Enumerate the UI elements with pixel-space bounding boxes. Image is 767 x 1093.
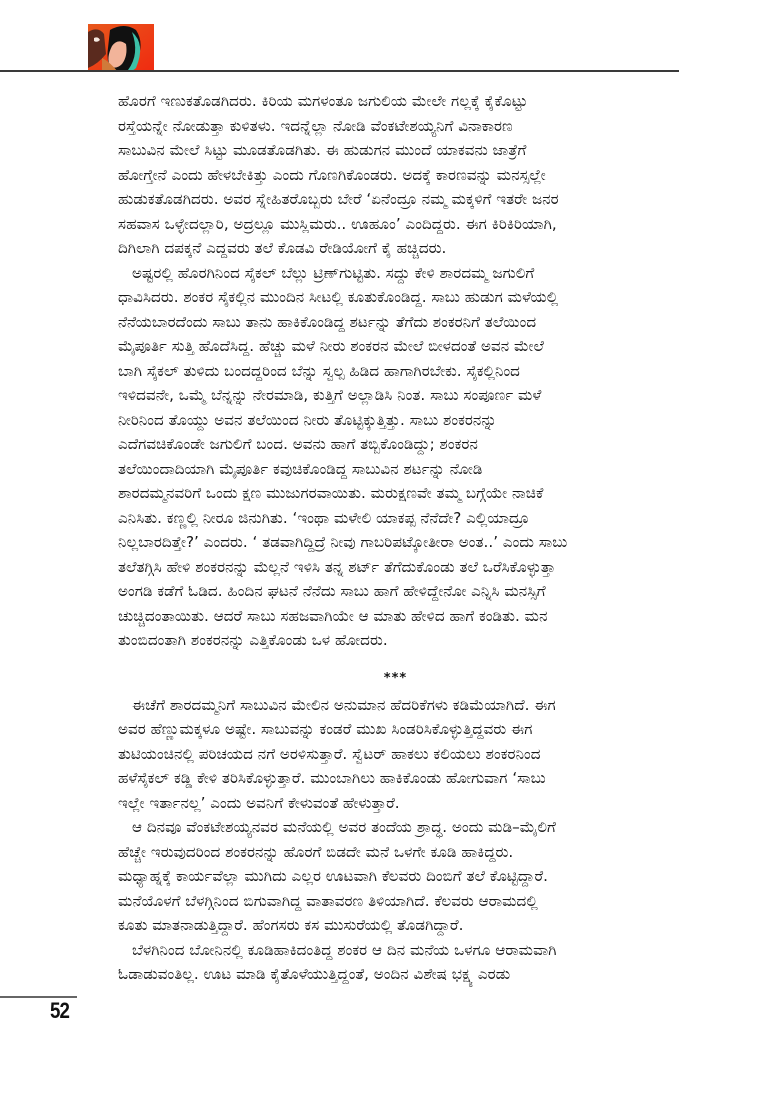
text-line: ಇಲ್ಲೇ ಇರ್ತಾನಲ್ಲ’ ಎಂದು ಅವನಿಗೆ ಕೇಳುವಂತೆ ಹೇಳುತ್ತಾರೆ. — [118, 793, 400, 812]
text-line: ದಿಗಿಲಾಗಿ ದಪಕ್ಕನೆ ಎದ್ದವರು ತಲೆ ಕೊಡವಿ ರೇಡಿಯೋಗೆ ಕೈ ಹಚ್ಚಿದರು. — [118, 239, 447, 257]
text-line: ಬೆಳಗಿನಿಂದ ಬೋನಿನಲ್ಲಿ ಕೂಡಿಹಾಕಿದಂತಿದ್ದ ಶಂಕರ ಆ ದಿನ ಮನೆಯ ಒಳಗೂ ಆರಾಮವಾಗಿ — [132, 940, 557, 959]
text-line: ನೆನೆಯಬಾರದೆಂದು ಸಾಬು ತಾನು ಹಾಕಿಕೊಂಡಿದ್ದ ಶರ್ಟನ್ನು ತೆಗೆದು ಶಂಕರನಿಗೆ ತಲೆಯಿಂದ — [118, 312, 537, 331]
text-line: ಧಾವಿಸಿದರು. ಶಂಕರ ಸೈಕಲ್ಲಿನ ಮುಂದಿನ ಸೀಟಲ್ಲಿ ಕೂತುಕೊಂಡಿದ್ದ. ಸಾಬು ಹುಡುಗ ಮಳೆಯಲ್ಲಿ — [118, 288, 559, 306]
text-line: ಅಂಗಡಿ ಕಡೆಗೆ ಓಡಿದ. ಹಿಂದಿನ ಘಟನೆ ನೆನೆದು ಸಾಬು ಹಾಗೆ ಹೇಳಿದ್ದೇನೋ ಎನ್ನಿಸಿ ಮನಸ್ಸಿಗೆ — [118, 582, 546, 600]
text-line: ಎನಿಸಿತು. ಕಣ್ಣಲ್ಲಿ ನೀರೂ ಜಿನುಗಿತು. ‘ಇಂಥಾ ಮಳೇಲಿ ಯಾಕಪ್ಪ ನೆನೆದೇ? ಎಲ್ಲಿಯಾದ್ರೂ — [118, 508, 530, 527]
text-line: ಇಳಿದವನೇ, ಒಮ್ಮೆ ಬೆನ್ನನ್ನು ನೇರಮಾಡಿ, ಕುತ್ತಿಗೆ ಅಲ್ಲಾಡಿಸಿ ನಿಂತ. ಸಾಬು ಸಂಪೂರ್ಣ ಮಳೆ — [118, 386, 542, 404]
paragraph — [118, 693, 673, 816]
text-line: ಮಧ್ಯಾಹ್ನಕ್ಕೆ ಕಾರ್ಯವೆಲ್ಲಾ ಮುಗಿದು ಎಲ್ಲರ ಊಟವಾಗಿ ಕೆಲವರು ದಿಂಬಿಗೆ ತಲೆ ಕೊಟ್ಟಿದ್ದಾರೆ. — [118, 867, 548, 885]
text-line: ಅವರ ಹೆಣ್ಣುಮಕ್ಕಳೂ ಅಷ್ಟೇ. ಸಾಬುವನ್ನು ಕಂಡರೆ ಮುಖ ಸಿಂಡರಿಸಿಕೊಳ್ಳುತ್ತಿದ್ದವರು ಈಗ — [118, 720, 533, 738]
text-line: ಅಷ್ಟರಲ್ಲಿ ಹೊರಗಿನಿಂದ ಸೈಕಲ್ ಬೆಲ್ಲು ಟ್ರಿಣ್‌ಗುಟ್ಟಿತು. ಸದ್ದು ಕೇಳಿ ಶಾರದಮ್ಮ ಜಗುಲಿಗೆ — [132, 263, 535, 282]
text-line: ಹೊರಗೆ ಇಣುಕತೊಡಗಿದರು. ಕಿರಿಯ ಮಗಳಂತೂ ಜಗುಲಿಯ ಮೇಲೇ ಗಲ್ಲಕ್ಕೆ ಕೈಕೊಟ್ಟು — [118, 92, 528, 110]
text-line: ಚುಚ್ಚಿದಂತಾಯಿತು. ಆದರೆ ಸಾಬು ಸಹಜವಾಗಿಯೇ ಆ ಮಾತು ಹೇಳಿದ ಹಾಗೆ ಕಂಡಿತು. ಮನ — [118, 606, 548, 625]
paragraph — [118, 938, 673, 987]
text-line: ತಲೆಯಿಂದಾದಿಯಾಗಿ ಮೈಪೂರ್ತಿ ಕವುಚಿಕೊಂಡಿದ್ದ ಸಾಬುವಿನ ಶರ್ಟನ್ನು ನೋಡಿ — [118, 459, 483, 478]
section-separator: *** — [383, 670, 408, 686]
paragraph — [118, 815, 673, 938]
text-line: ಎದೆಗವಚಿಕೊಂಡೇ ಜಗುಲಿಗೆ ಬಂದ. ಅವನು ಹಾಗೆ ತಬ್ಬಿಕೊಂಡಿದ್ದು; ಶಂಕರನ — [118, 435, 478, 453]
text-line: ಬಾಗಿ ಸೈಕಲ್ ತುಳಿದು ಬಂದದ್ದರಿಂದ ಬೆನ್ನು ಸ್ವಲ್ಪ ಹಿಡಿದ ಹಾಗಾಗಿರಬೇಕು. ಸೈಕಲ್ಲಿನಿಂದ — [118, 361, 520, 380]
text-line: ಸಾಬುವಿನ ಮೇಲೆ ಸಿಟ್ಟು ಮೂಡತೊಡಗಿತು. ಈ ಹುಡುಗನ ಮುಂದೆ ಯಾಕವನು ಜಾತ್ರೆಗೆ — [118, 141, 527, 159]
text-line: ಶಾರದಮ್ಮನವರಿಗೆ ಒಂದು ಕ್ಷಣ ಮುಜುಗರವಾಯಿತು. ಮರುಕ್ಷಣವೇ ತಮ್ಮ ಬಗ್ಗೆಯೇ ನಾಚಿಕೆ — [118, 484, 544, 502]
text-line: ಮೈಪೂರ್ತಿ ಸುತ್ತಿ ಹೊದೆಸಿದ್ದ. ಹೆಚ್ಚು ಮಳೆ ನೀರು ಶಂಕರನ ಮೇಲೆ ಬೀಳದಂತೆ ಅವನ ಮೇಲೆ — [118, 337, 544, 355]
text-line: ನೀರಿನಿಂದ ತೊಯ್ದು ಅವನ ತಲೆಯಿಂದ ನೀರು ತೊಟ್ಟಿಕ್ಕುತ್ತಿತ್ತು. ಸಾಬು ಶಂಕರನನ್ನು — [118, 410, 497, 429]
text-line: ಕೂತು ಮಾತನಾಡುತ್ತಿದ್ದಾರೆ. ಹೆಂಗಸರು ಕಸ ಮುಸುರೆಯಲ್ಲಿ ತೊಡಗಿದ್ದಾರೆ. — [118, 916, 464, 934]
text-line: ರಸ್ತೆಯನ್ನೇ ನೋಡುತ್ತಾ ಕುಳಿತಳು. ಇದನ್ನೆಲ್ಲಾ ನೋಡಿ ವೆಂಕಟೇಶಯ್ಯನಿಗೆ ವಿನಾಕಾರಣ — [118, 116, 513, 135]
text-line: ತಲೆತಗ್ಗಿಸಿ ಹೇಳಿ ಶಂಕರನನ್ನು ಮೆಲ್ಲನೆ ಇಳಿಸಿ ತನ್ನ ಶರ್ಟ್ ತೆಗೆದುಕೊಂಡು ತಲೆ ಒರೆಸಿಕೊಳ್ಳುತ್ತಾ — [118, 557, 556, 576]
text-line: ಈಚೆಗೆ ಶಾರದಮ್ಮನಿಗೆ ಸಾಬುವಿನ ಮೇಲಿನ ಅನುಮಾನ ಹೆದರಿಕೆಗಳು ಕಡಿಮೆಯಾಗಿದೆ. ಈಗ — [132, 695, 556, 714]
text-line: ಹಳೆಸೈಕಲ್ ಕಡ್ಡಿ ಕೇಳಿ ತರಿಸಿಕೊಳ್ಳುತ್ತಾರೆ. ಮುಂಬಾಗಿಲು ಹಾಕಿಕೊಂಡು ಹೋಗುವಾಗ ‘ಸಾಬು — [118, 769, 546, 787]
paragraph — [118, 261, 673, 653]
text-line: ತುಂಬಿದಂತಾಗಿ ಶಂಕರನನ್ನು ಎತ್ತಿಕೊಂಡು ಒಳ ಹೋದರು. — [118, 631, 388, 649]
text-line: ಮನೆಯೊಳಗೆ ಬೆಳಗ್ಗಿನಿಂದ ಬಿಗುವಾಗಿದ್ದ ವಾತಾವರಣ ತಿಳಿಯಾಗಿದೆ. ಕೆಲವರು ಆರಾಮದಲ್ಲಿ — [118, 891, 538, 910]
text-line: ಹೋಗ್ತೇನೆ ಎಂದು ಹೇಳಬೇಕಿತ್ತು ಎಂದು ಗೊಣಗಿಕೊಂಡರು. ಅದಕ್ಕೆ ಕಾರಣವನ್ನು ಮನಸ್ಸಲ್ಲೇ — [118, 165, 546, 184]
text-line: ಸಹವಾಸ ಒಳ್ಳೇದಲ್ಲಾರಿ, ಅದ್ರಲ್ಲೂ ಮುಸ್ಲಿಮರು.. ಊಹೂಂ’ ಎಂದಿದ್ದರು. ಈಗ ಕಿರಿಕಿರಿಯಾಗಿ, — [118, 214, 557, 233]
page-number: 52 — [50, 998, 70, 1023]
text-line: ನಿಲ್ಲಬಾರದಿತ್ತೇ?’ ಎಂದರು. ‘ ತಡವಾಗಿದ್ದಿದ್ರೆ ನೀವು ಗಾಬರಿಪಟ್ಕೋತೀರಾ ಅಂತ..’ ಎಂದು ಸಾಬು — [118, 533, 568, 551]
text-line: ಓಡಾಡುವಂತಿಲ್ಲ. ಊಟ ಮಾಡಿ ಕೈತೊಳೆಯುತ್ತಿದ್ದಂತೆ, ಅಂದಿನ ವಿಶೇಷ ಭಕ್ಷ್ಯ ಎರಡು — [118, 965, 511, 983]
text-line: ಹೆಚ್ಚೇ ಇರುವುದರಿಂದ ಶಂಕರನನ್ನು ಹೊರಗೆ ಬಿಡದೇ ಮನೆ ಒಳಗೇ ಕೂಡಿ ಹಾಕಿದ್ದರು. — [118, 842, 514, 861]
article-body — [118, 89, 673, 987]
illustrated-face-logo — [88, 24, 154, 72]
paragraph — [118, 89, 673, 261]
text-line: ತುಟಿಯಂಚಿನಲ್ಲಿ ಪರಿಚಯದ ನಗೆ ಅರಳಿಸುತ್ತಾರೆ. ಸ್ವೆಟರ್ ಹಾಕಲು ಕಲಿಯಲು ಶಂಕರನಿಂದ — [118, 744, 541, 763]
header-rule — [0, 70, 679, 72]
text-line: ಆ ದಿನವೂ ವೆಂಕಟೇಶಯ್ಯನವರ ಮನೆಯಲ್ಲಿ ಅವರ ತಂದೆಯ ಶ್ರಾದ್ಧ. ಅಂದು ಮಡಿ–ಮೈಲಿಗೆ — [132, 818, 556, 836]
text-line: ಹುಡುಕತೊಡಗಿದರು. ಅವರ ಸ್ನೇಹಿತರೊಬ್ಬರು ಬೇರೆ ‘ಏನೆಂದ್ರೂ ನಮ್ಮ ಮಕ್ಕಳಿಗೆ ಇತರೇ ಜನರ — [118, 190, 559, 208]
logo-illustration-icon — [88, 24, 154, 72]
